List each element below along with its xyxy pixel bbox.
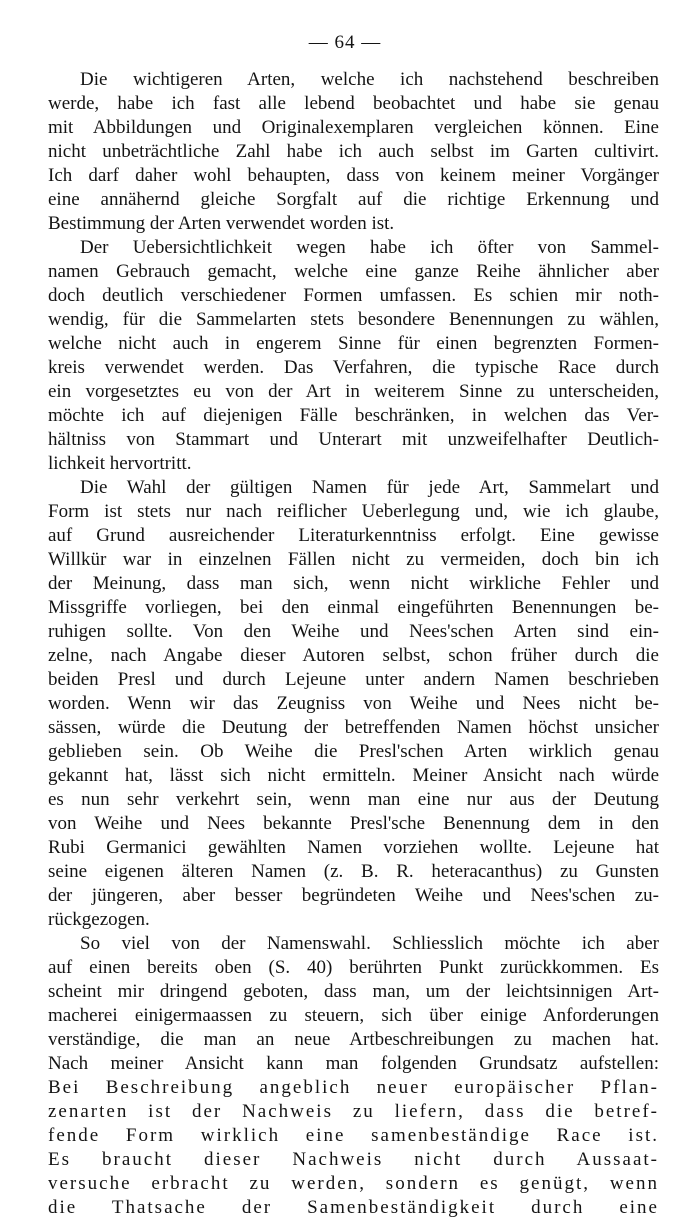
text-line-emphasis: zenarten ist der Nachweis zu liefern, dass die betref- [48, 1101, 659, 1122]
text-line: Nach meiner Ansicht kann man folgenden Grundsatz aufstellen: [48, 1053, 659, 1074]
text-line: hältniss von Stammart und Unterart mit unzweifelhafter Deutlich- [48, 429, 659, 450]
text-line: ein vorgesetztes eu von der Art in weiterem Sinne zu unterscheiden, [48, 381, 659, 402]
text-line: geblieben sein. Ob Weihe die Presl'schen Arten wirklich genau [48, 741, 659, 762]
text-line: Der Uebersichtlichkeit wegen habe ich öfter von Sammel- [80, 237, 659, 258]
text-line: mit Abbildungen und Originalexemplaren vergleichen können. Eine [48, 117, 659, 138]
text-line: Missgriffe vorliegen, bei den einmal eingeführten Benennungen be- [48, 597, 659, 618]
text-line: rückgezogen. [48, 909, 150, 930]
text-line: Die wichtigeren Arten, welche ich nachstehend beschreiben [80, 69, 659, 90]
text-line: möchte ich auf diejenigen Fälle beschränken, in welchen das Ver- [48, 405, 659, 426]
text-line: Form ist stets nur nach reiflicher Ueberlegung und, wie ich glaube, [48, 501, 659, 522]
text-line: sässen, würde die Deutung der betreffenden Namen höchst unsicher [48, 717, 659, 738]
text-line: namen Gebrauch gemacht, welche eine ganze Reihe ähnlicher aber [48, 261, 659, 282]
text-line: worden. Wenn wir das Zeugniss von Weihe und Nees nicht be- [48, 693, 659, 714]
text-line: zelne, nach Angabe dieser Autoren selbst, schon früher durch die [48, 645, 659, 666]
text-line: kreis verwendet werden. Das Verfahren, die typische Race durch [48, 357, 659, 378]
text-line: eine annähernd gleiche Sorgfalt auf die richtige Erkennung und [48, 189, 659, 210]
text-line: Ich darf daher wohl behaupten, dass von keinem meiner Vorgänger [48, 165, 659, 186]
text-line-emphasis: Bei Beschreibung angeblich neuer europäischer Pflan- [48, 1077, 659, 1098]
text-line: Rubi Germanici gewählten Namen vorziehen wollte. Lejeune hat [48, 837, 659, 858]
text-line-emphasis: versuche erbracht zu werden, sondern es genügt, wenn [48, 1173, 659, 1194]
text-line: der Meinung, dass man sich, wenn nicht wirkliche Fehler und [48, 573, 659, 594]
text-line: Bestimmung der Arten verwendet worden ist. [48, 213, 395, 234]
text-line: von Weihe und Nees bekannte Presl'sche Benennung dem in den [48, 813, 659, 834]
text-line: Die Wahl der gültigen Namen für jede Art, Sammelart und [80, 477, 659, 498]
text-line: der jüngeren, aber besser begründeten Weihe und Nees'schen zu- [48, 885, 659, 906]
text-line-emphasis: fende Form wirklich eine samenbeständige Race ist. [48, 1125, 659, 1146]
text-line: gekannt hat, lässt sich nicht ermitteln. Meiner Ansicht nach würde [48, 765, 659, 786]
text-line: seine eigenen älteren Namen (z. B. R. heteracanthus) zu Gunsten [48, 861, 659, 882]
text-line: wendig, für die Sammelarten stets besondere Benennungen zu wählen, [48, 309, 659, 330]
text-line: welche nicht auch in engerem Sinne für einen begrenzten Formen- [48, 333, 659, 354]
text-line: scheint mir dringend geboten, dass man, um der leichtsinnigen Art- [48, 981, 659, 1002]
text-line: es nun sehr verkehrt sein, wenn man eine nur aus der Deutung [48, 789, 659, 810]
text-line: Willkür war in einzelnen Fällen nicht zu vermeiden, doch bin ich [48, 549, 659, 570]
text-line: macherei einigermaassen zu steuern, sich über einige Anforderungen [48, 1005, 659, 1026]
text-line: doch deutlich verschiedener Formen umfassen. Es schien mir noth- [48, 285, 659, 306]
text-line: beiden Presl und durch Lejeune unter andern Namen beschrieben [48, 669, 659, 690]
text-line: lichkeit hervortritt. [48, 453, 192, 474]
page-number: — 64 — [308, 32, 382, 53]
text-line: werde, habe ich fast alle lebend beobachtet und habe sie genau [48, 93, 659, 114]
text-line: auf Grund ausreichender Literaturkenntniss erfolgt. Eine gewisse [48, 525, 659, 546]
text-line: verständige, die man an neue Artbeschreibungen zu machen hat. [48, 1029, 659, 1050]
text-line: auf einen bereits oben (S. 40) berührten Punkt zurückkommen. Es [48, 957, 659, 978]
text-line: nicht unbeträchtliche Zahl habe ich auch selbst im Garten cultivirt. [48, 141, 659, 162]
text-line: So viel von der Namenswahl. Schliesslich möchte ich aber [80, 933, 659, 954]
book-page: — 64 — Die wichtigeren Arten, welche ich nachstehend beschreiben werde, habe ich fast alle lebend beobachtet und habe sie genau mit Abbildungen und Originalexemplaren vergleichen können. Eine nicht unbeträchtliche Zahl habe ich auch selbst im Garten cultivirt. Ich darf daher wohl behaupten, dass von keinem meiner Vorgänger eine annähernd gleiche Sorgfalt auf die richtige Erkennung und Bestimmung der Arten verwendet worden ist. Der Uebersichtlichkeit wegen habe ich öfter von Sammel- namen Gebrauch gemacht, welche eine ganze Reihe ähnlicher aber doch deutlich verschiedener Formen umfassen. Es schien mir noth- wendig, für die Sammelarten stets besondere Benennungen zu wählen, welche nicht auch in engerem Sinne für einen begrenzten Formen- kreis verwendet werden. Das Verfahren, die typische Race durch ein vorgesetztes eu von der Art in weiterem Sinne zu unterscheiden, möchte ich auf diejenigen Fälle beschränken, in welchen das Ver- hältniss von Stammart und Unterart mit unzweifelhafter Deutlich- lichkeit hervortritt. Die Wahl der gültigen Namen für jede Art, Sammelart und Form ist stets nur nach reiflicher Ueberlegung und, wie ich glaube, auf Grund ausreichender Literaturkenntniss erfolgt. Eine gewisse Willkür war in einzelnen Fällen nicht zu vermeiden, doch bin ich der Meinung, dass man sich, wenn nicht wirkliche Fehler und Missgriffe vorliegen, bei den einmal eingeführten Benennungen be- ruhigen sollte. Von den Weihe und Nees'schen Arten sind ein- zelne, nach Angabe dieser Autoren selbst, schon früher durch die beiden Presl und durch Lejeune unter andern Namen beschrieben worden. Wenn wir das Zeugniss von Weihe und Nees nicht be- sässen, würde die Deutung der betreffenden Namen höchst unsicher geblieben sein. Ob Weihe die Presl'schen Arten wirklich genau gekannt hat, lässt sich nicht ermitteln. Meiner Ansicht nach würde es nun sehr verkehrt sein, wenn man eine nur aus der Deutung von Weihe und Nees bekannte Presl'sche Benennung dem in den Rubi Germanici gewählten Namen vorziehen wollte. Lejeune hat seine eigenen älteren Namen (z. B. R. heteracanthus) zu Gunsten der jüngeren, aber besser begründeten Weihe und Nees'schen zu- rückgezogen. So viel von der Namenswahl. Schliesslich möchte ich aber auf einen bereits oben (S. 40) berührten Punkt zurückkommen. Es scheint mir dringend geboten, dass man, um der leichtsinnigen Art- macherei einigermaassen zu steuern, sich über einige Anforderungen verständige, die man an neue Artbeschreibungen zu machen hat. Nach meiner Ansicht kann man folgenden Grundsatz aufstellen: Bei Beschreibung angeblich neuer europäischer Pflan- zenarten ist der Nachweis zu liefern, dass die betref- fende Form wirklich eine samenbeständige Race ist. Es braucht dieser Nachweis nicht durch Aussaat- versuche erbracht zu werden, sondern es genügt, wenn die Thatsache der Samenbeständigkeit durch eine [0, 0, 690, 1200]
text-line-emphasis: Es braucht dieser Nachweis nicht durch Aussaat- [48, 1149, 659, 1170]
text-line: ruhigen sollte. Von den Weihe und Nees'schen Arten sind ein- [48, 621, 659, 642]
